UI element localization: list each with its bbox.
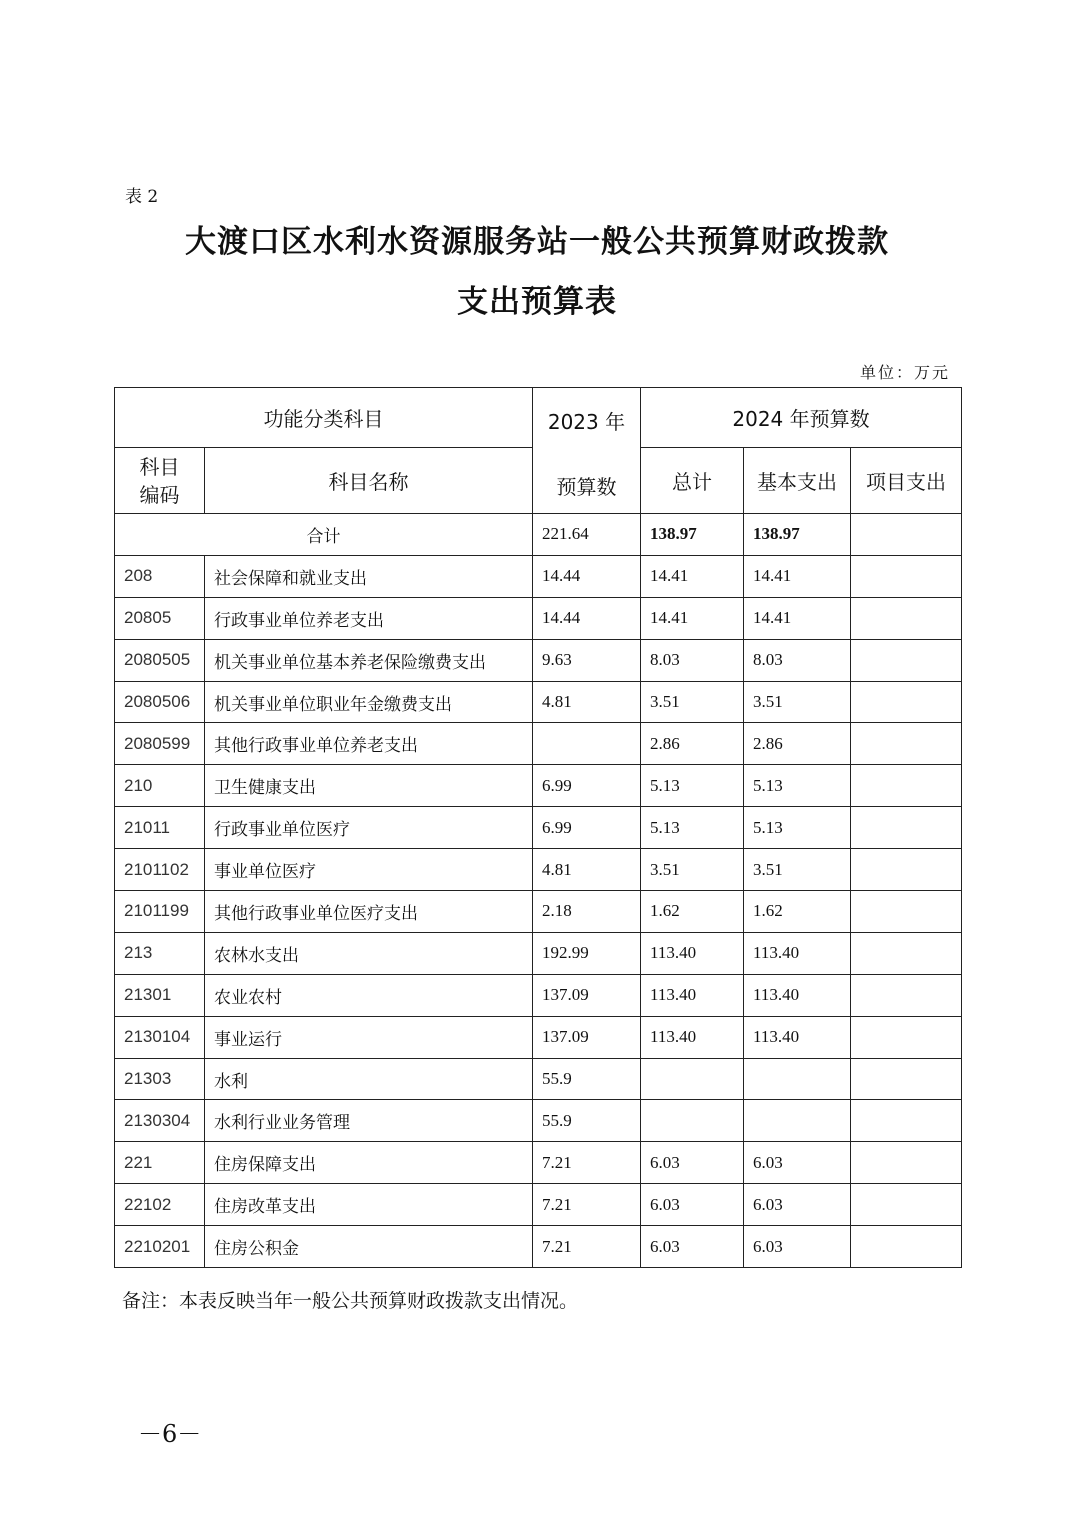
table-row xyxy=(115,1100,962,1142)
row-total: 14.41 xyxy=(641,597,744,639)
table-row xyxy=(115,765,962,807)
row-project xyxy=(851,639,962,681)
row-project xyxy=(851,597,962,639)
table-row xyxy=(115,1226,962,1268)
row-total xyxy=(641,1058,744,1100)
row-total: 1.62 xyxy=(641,891,744,933)
row-basic: 113.40 xyxy=(744,1016,851,1058)
row-total: 5.13 xyxy=(641,765,744,807)
row-basic: 8.03 xyxy=(744,639,851,681)
row-2023: 137.09 xyxy=(533,974,641,1016)
row-basic: 6.03 xyxy=(744,1184,851,1226)
row-project xyxy=(851,681,962,723)
row-basic: 5.13 xyxy=(744,807,851,849)
table-row xyxy=(115,1184,962,1226)
title-line-1: 大渡口区水利水资源服务站一般公共预算财政拨款 xyxy=(185,224,889,260)
row-basic: 2.86 xyxy=(744,723,851,765)
row-code: 20805 xyxy=(115,597,205,639)
table-row xyxy=(115,974,962,1016)
row-code: 208 xyxy=(115,555,205,597)
row-project xyxy=(851,555,962,597)
row-basic: 113.40 xyxy=(744,932,851,974)
row-name: 行政事业单位医疗 xyxy=(205,807,533,849)
row-2023: 4.81 xyxy=(533,849,641,891)
table-row xyxy=(115,681,962,723)
header-2023-top: 2023 年 xyxy=(547,410,626,434)
row-2023: 55.9 xyxy=(533,1100,641,1142)
row-name: 事业运行 xyxy=(205,1016,533,1058)
total-project xyxy=(851,514,962,556)
row-project xyxy=(851,723,962,765)
row-total: 113.40 xyxy=(641,974,744,1016)
row-name: 社会保障和就业支出 xyxy=(205,555,533,597)
table-row xyxy=(115,1058,962,1100)
row-name: 卫生健康支出 xyxy=(205,765,533,807)
total-label: 合计 xyxy=(115,514,533,556)
row-code: 2130304 xyxy=(115,1100,205,1142)
row-total: 113.40 xyxy=(641,1016,744,1058)
row-basic: 3.51 xyxy=(744,849,851,891)
row-project xyxy=(851,1184,962,1226)
table-row xyxy=(115,807,962,849)
row-project xyxy=(851,807,962,849)
table-row xyxy=(115,1016,962,1058)
footnote: 备注：本表反映当年一般公共预算财政拨款支出情况。 xyxy=(122,1290,579,1312)
row-basic: 5.13 xyxy=(744,765,851,807)
row-total: 8.03 xyxy=(641,639,744,681)
row-basic xyxy=(744,1100,851,1142)
row-name: 行政事业单位养老支出 xyxy=(205,597,533,639)
row-total: 113.40 xyxy=(641,932,744,974)
row-2023: 2.18 xyxy=(533,891,641,933)
table-row xyxy=(115,723,962,765)
row-total: 14.41 xyxy=(641,555,744,597)
row-project xyxy=(851,891,962,933)
row-total: 6.03 xyxy=(641,1142,744,1184)
row-project xyxy=(851,974,962,1016)
row-name: 农林水支出 xyxy=(205,932,533,974)
table-row xyxy=(115,1142,962,1184)
header-total: 总计 xyxy=(641,448,744,514)
total-basic: 138.97 xyxy=(744,514,851,556)
row-basic: 14.41 xyxy=(744,597,851,639)
row-project xyxy=(851,1058,962,1100)
row-2023: 4.81 xyxy=(533,681,641,723)
row-2023: 7.21 xyxy=(533,1184,641,1226)
row-basic xyxy=(744,1058,851,1100)
table-row xyxy=(115,849,962,891)
header-2024: 2024 年预算数 xyxy=(641,388,962,448)
header-func: 功能分类科目 xyxy=(115,388,533,448)
row-name: 水利行业业务管理 xyxy=(205,1100,533,1142)
row-2023: 6.99 xyxy=(533,807,641,849)
row-total: 6.03 xyxy=(641,1184,744,1226)
row-project xyxy=(851,1100,962,1142)
row-name: 机关事业单位职业年金缴费支出 xyxy=(205,681,533,723)
row-basic: 1.62 xyxy=(744,891,851,933)
row-name: 事业单位医疗 xyxy=(205,849,533,891)
row-total: 6.03 xyxy=(641,1226,744,1268)
header-2023 xyxy=(533,388,641,514)
row-2023: 6.99 xyxy=(533,765,641,807)
row-code: 21011 xyxy=(115,807,205,849)
total-2023: 221.64 xyxy=(533,514,641,556)
row-basic: 14.41 xyxy=(744,555,851,597)
row-total xyxy=(641,1100,744,1142)
table-row xyxy=(115,555,962,597)
row-2023: 14.44 xyxy=(533,597,641,639)
row-name: 住房改革支出 xyxy=(205,1184,533,1226)
row-2023: 7.21 xyxy=(533,1142,641,1184)
row-code: 21303 xyxy=(115,1058,205,1100)
row-2023: 192.99 xyxy=(533,932,641,974)
row-code: 221 xyxy=(115,1142,205,1184)
row-code: 2210201 xyxy=(115,1226,205,1268)
row-code: 2080506 xyxy=(115,681,205,723)
row-code: 21301 xyxy=(115,974,205,1016)
row-basic: 3.51 xyxy=(744,681,851,723)
row-name: 住房公积金 xyxy=(205,1226,533,1268)
total-total: 138.97 xyxy=(641,514,744,556)
row-2023: 137.09 xyxy=(533,1016,641,1058)
header-basic: 基本支出 xyxy=(744,448,851,514)
header-code: 科目编码 xyxy=(115,448,205,514)
row-2023: 55.9 xyxy=(533,1058,641,1100)
row-code: 2080505 xyxy=(115,639,205,681)
row-project xyxy=(851,932,962,974)
table-label: 表 2 xyxy=(125,187,159,207)
row-code: 210 xyxy=(115,765,205,807)
row-2023 xyxy=(533,723,641,765)
row-2023: 7.21 xyxy=(533,1226,641,1268)
header-2023-bottom: 预算数 xyxy=(556,475,617,499)
row-name: 其他行政事业单位养老支出 xyxy=(205,723,533,765)
row-code: 2101102 xyxy=(115,849,205,891)
table-row xyxy=(115,891,962,933)
row-code: 2080599 xyxy=(115,723,205,765)
title-line-2: 支出预算表 xyxy=(457,284,617,320)
row-project xyxy=(851,1142,962,1184)
row-name: 农业农村 xyxy=(205,974,533,1016)
row-code: 213 xyxy=(115,932,205,974)
row-project xyxy=(851,765,962,807)
row-project xyxy=(851,1226,962,1268)
row-code: 2101199 xyxy=(115,891,205,933)
row-total: 2.86 xyxy=(641,723,744,765)
row-2023: 9.63 xyxy=(533,639,641,681)
budget-table xyxy=(114,387,962,1268)
row-basic: 6.03 xyxy=(744,1226,851,1268)
row-project xyxy=(851,1016,962,1058)
row-name: 其他行政事业单位医疗支出 xyxy=(205,891,533,933)
row-total: 3.51 xyxy=(641,681,744,723)
row-name: 水利 xyxy=(205,1058,533,1100)
row-name: 住房保障支出 xyxy=(205,1142,533,1184)
row-project xyxy=(851,849,962,891)
row-basic: 113.40 xyxy=(744,974,851,1016)
unit-label: 单位：万元 xyxy=(859,363,950,382)
total-row xyxy=(115,514,962,556)
row-name: 机关事业单位基本养老保险缴费支出 xyxy=(205,639,533,681)
table-row xyxy=(115,932,962,974)
table-row xyxy=(115,639,962,681)
header-project: 项目支出 xyxy=(851,448,962,514)
row-code: 22102 xyxy=(115,1184,205,1226)
header-name: 科目名称 xyxy=(205,448,533,514)
row-basic: 6.03 xyxy=(744,1142,851,1184)
row-code: 2130104 xyxy=(115,1016,205,1058)
page-number: －6－ xyxy=(138,1420,202,1448)
row-total: 5.13 xyxy=(641,807,744,849)
row-total: 3.51 xyxy=(641,849,744,891)
row-2023: 14.44 xyxy=(533,555,641,597)
table-row xyxy=(115,597,962,639)
